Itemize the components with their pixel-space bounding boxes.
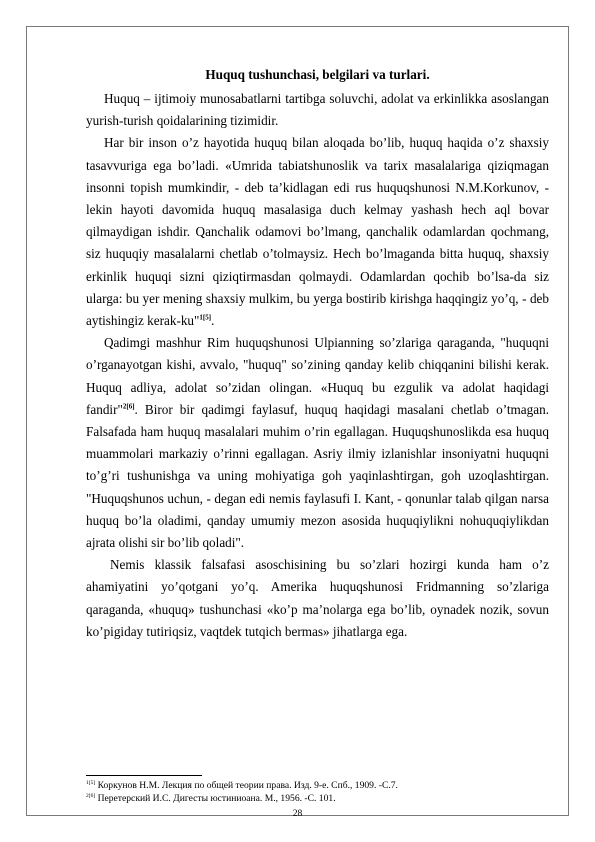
footnote-1 bbox=[86, 779, 549, 792]
footnote-text: Перетерский И.С. Дигесты юстиниоана. М., 1956. -С. 101. bbox=[95, 793, 336, 804]
footnote-mark: 1[5] bbox=[86, 779, 96, 786]
paragraph-text: Huquq – ijtimoiy munosabatlarni tartibga soluvchi, adolat va erkinlikka asoslangan yurish-turish qoidalarining tizimidir. bbox=[86, 91, 549, 129]
footnote-mark: 2[6] bbox=[86, 792, 96, 799]
footnotes bbox=[86, 779, 549, 805]
paragraph-definition bbox=[86, 88, 549, 132]
footnote-text: Коркунов Н.М. Лекция по общей теории права. Изд. 9-е. Спб., 1909. -С.7. bbox=[95, 780, 398, 791]
paragraph-text: Qadimgi mashhur Rim huquqshunosi Ulpianning so’zlariga qaraganda, "huquqni o’rganayotgan kishi, avvalo, "huquq" so’zining qanday kelib chiqqanini bilishi kerak. Huquq adliya, adolat so’zidan olingan. «Huquq bu ezgulik va adolat haqidagi fandir" bbox=[86, 335, 549, 417]
paragraph-text: Har bir inson o’z hayotida huquq bilan aloqada bo’lib, huquq haqida o’z shaxsiy tasavvuriga ega bo’ladi. «Umrida tabiatshunoslik va tarix masalalariga qiziqmagan insonni topish mumkindir, - deb ta’kidlagan edi rus huquqshunosi N.M.Korkunov, - lekin hayoti davomida huquq masalasiga duch kelmay yashash hech aql bovar qilmaydigan ishdir. Qanchalik odamovi bo’lmang, qanchalik odamlardan qochmang, siz huquqiy masalalarni chetlab o’tolmaysiz. Hech bo’lmaganda bitta huquq, shaxsiy erkinlik huquqi sizni qiziqtirmasdan qolmaydi. Odamlardan qochib bo’lsa-da siz ularga: bu yer mening shaxsiy mulkim, bu yerga bostirib kirishga haqqingiz yo’q, - deb aytishingiz kerak-ku" bbox=[86, 135, 549, 329]
footnote-separator bbox=[86, 775, 202, 776]
paragraph-text: Nemis klassik falsafasi asoschisining bu so’zlari hozirgi kunda ham o’z ahamiyatini yo’qotgani yo’q. Amerika huquqshunosi Fridmanning so’zlariga qaraganda, «huquq» tushunchasi «ko’p ma’nolarga ega bo’lib, oynadek nozik, sovun ko’pigiday tutiriqsiz, vaqtdek tutqich bermas» jihatlarga ega. bbox=[86, 557, 549, 639]
document-body bbox=[86, 66, 549, 643]
section-title: Huquq tushunchasi, belgilari va turlari. bbox=[205, 67, 430, 82]
paragraph-fridman bbox=[86, 554, 549, 643]
paragraph-korkunov bbox=[86, 132, 549, 332]
paragraph-ulpian bbox=[86, 332, 549, 554]
footnote-ref[interactable]: 2[6] bbox=[122, 402, 135, 411]
footnote-2 bbox=[86, 792, 549, 805]
paragraph-text-tail: . bbox=[211, 313, 215, 329]
page-number: 28 bbox=[292, 808, 303, 819]
paragraph-text-tail: . Biror bir qadimgi faylasuf, huquq haqidagi masalani chetlab o’tmagan. Falsafada ham huquq masalalari muhim o’rin egallagan. Huquqshunoslikda esa huquq muammolari markaziy o’rinni egallagan. Asriy ilmiy izlanishlar insoniyatni huquqni to’g’ri tushunishga va uning mohiyatiga goh yaqinlashtirgan, goh uzoqlashtirgan. "Huquqshunos uchun, - degan edi nemis faylasufi I. Kant, - qonunlar talab qilgan narsa huquq bo’la oladimi, qanday umumiy mezon asosida huquqiylikni nohuquqiylikdan ajrata olishi sir bo’lib qoladi". bbox=[86, 401, 549, 551]
footnote-ref[interactable]: 1[5] bbox=[199, 313, 212, 322]
